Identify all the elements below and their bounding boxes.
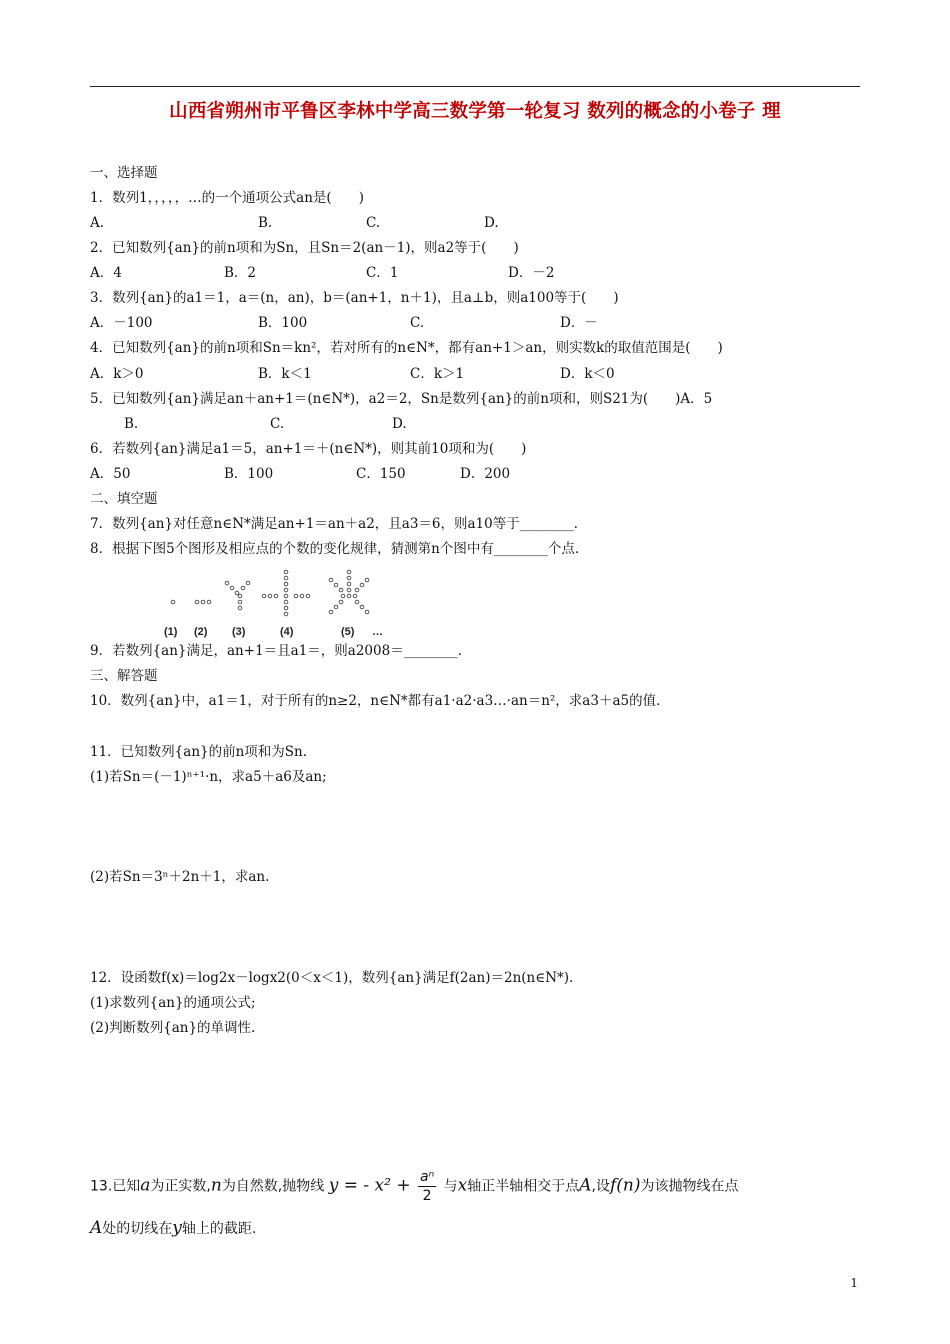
question-12-part-2: (2)判断数列{an}的单调性. <box>90 1020 256 1036</box>
option-d: D．200 <box>460 466 511 482</box>
option-c: C．150 <box>356 466 406 482</box>
figure-label-5: (5) <box>341 626 355 638</box>
section-heading-choice: 一、选择题 <box>90 165 158 181</box>
question-9: 9．若数列{an}满足，an+1＝且a1＝，则a2008＝________． <box>90 643 472 659</box>
question-3: 3．数列{an}的a1＝1，a＝(n，an)，b＝(an+1，n＋1)，且a⊥b，则a100等于( ) <box>90 290 619 306</box>
question-7: 7．数列{an}对任意n∈N*满足an+1＝an＋a2，且a3＝6，则a10等于________． <box>90 516 588 532</box>
section-heading-fill: 二、填空题 <box>90 491 158 507</box>
document-title: 山西省朔州市平鲁区李林中学高三数学第一轮复习 数列的概念的小卷子 理 <box>169 101 781 122</box>
dot <box>171 600 175 604</box>
question-11-part-1: (1)若Sn＝(－1)ⁿ⁺¹·n，求a5＋a6及an; <box>90 769 327 785</box>
question-1-options <box>90 214 860 232</box>
figure-label-2: (2) <box>194 626 208 638</box>
question-3-options <box>90 314 860 332</box>
question-12: 12．设函数f(x)＝log2x－logx2(0＜x＜1)，数列{an}满足f(2an)＝2n(n∈N*)． <box>90 970 583 986</box>
figure-label-1: (1) <box>164 626 178 638</box>
question-11-part-2: (2)若Sn＝3ⁿ＋2n＋1，求an. <box>90 869 270 885</box>
option-d: D. <box>484 215 499 231</box>
question-5: 5．已知数列{an}满足an＋an+1＝(n∈N*)，a2＝2，Sn是数列{an}的前n项和，则S21为( )A．5 <box>90 391 713 407</box>
option-b: B．2 <box>224 265 257 281</box>
figure-label-3: (3) <box>232 626 246 638</box>
option-d: D．k＜0 <box>560 366 615 382</box>
question-6: 6．若数列{an}满足a1＝5，an+1＝＋(n∈N*)，则其前10项和为( ) <box>90 441 527 457</box>
option-b: B．k＜1 <box>258 366 312 382</box>
question-10: 10．数列{an}中，a1＝1，对于所有的n≥2，n∈N*都有a1·a2·a3…·an＝n²，求a3＋a5的值． <box>90 693 670 709</box>
question-11: 11．已知数列{an}的前n项和为Sn. <box>90 744 308 760</box>
option-a: A．50 <box>90 466 131 482</box>
option-d: D. <box>392 416 407 432</box>
option-c: C. <box>270 416 285 432</box>
figure-label-ellipsis: … <box>372 626 383 638</box>
question-4: 4．已知数列{an}的前n项和Sn＝kn²，若对所有的n∈N*，都有an+1＞an，则实数k的取值范围是( ) <box>90 340 723 356</box>
question-13-line-2: A处的切线在y轴上的截距. <box>90 1218 257 1238</box>
option-a: A. <box>90 215 105 231</box>
option-b: B．100 <box>258 315 308 331</box>
question-1: 1．数列1，，，，，…的一个通项公式an是( ) <box>90 190 364 206</box>
fraction: $\frac{\text{aⁿ}}{2}$ <box>420 1169 435 1204</box>
section-heading-answer: 三、解答题 <box>90 668 158 684</box>
question-5-options <box>90 415 860 433</box>
question-2: 2．已知数列{an}的前n项和为Sn，且Sn＝2(an－1)，则a2等于( ) <box>90 240 519 256</box>
question-12-part-1: (1)求数列{an}的通项公式; <box>90 995 256 1011</box>
option-d: D．－ <box>560 315 598 331</box>
header-rule <box>90 86 860 87</box>
option-a: A．－100 <box>90 315 153 331</box>
figure-label-4: (4) <box>280 626 294 638</box>
option-c: C. <box>366 215 381 231</box>
option-b: B．100 <box>224 466 274 482</box>
option-d: D．－2 <box>508 265 555 281</box>
dot-pattern-figure <box>160 568 400 644</box>
page-number: 1 <box>850 1276 858 1290</box>
option-c: C．k＞1 <box>410 366 465 382</box>
option-a: A．k＞0 <box>90 366 144 382</box>
question-13-line-1: 13.已知a为正实数,n为自然数,抛物线 y = - x² + $\frac{\text{aⁿ}}{2}$ 与x轴正半轴相交于点A,设f(n)为该抛物线在点 <box>90 1169 739 1204</box>
option-b: B. <box>258 215 273 231</box>
parabola-equation: y = - x² + <box>328 1175 411 1196</box>
option-c: C．1 <box>366 265 399 281</box>
option-b: B. <box>124 416 139 432</box>
option-a: A．4 <box>90 265 122 281</box>
question-2-options <box>90 264 860 282</box>
question-6-options <box>90 465 860 483</box>
question-8: 8．根据下图5个图形及相应点的个数的变化规律，猜测第n个图中有________个点． <box>90 541 589 557</box>
option-c: C. <box>410 315 425 331</box>
question-4-options <box>90 365 860 383</box>
